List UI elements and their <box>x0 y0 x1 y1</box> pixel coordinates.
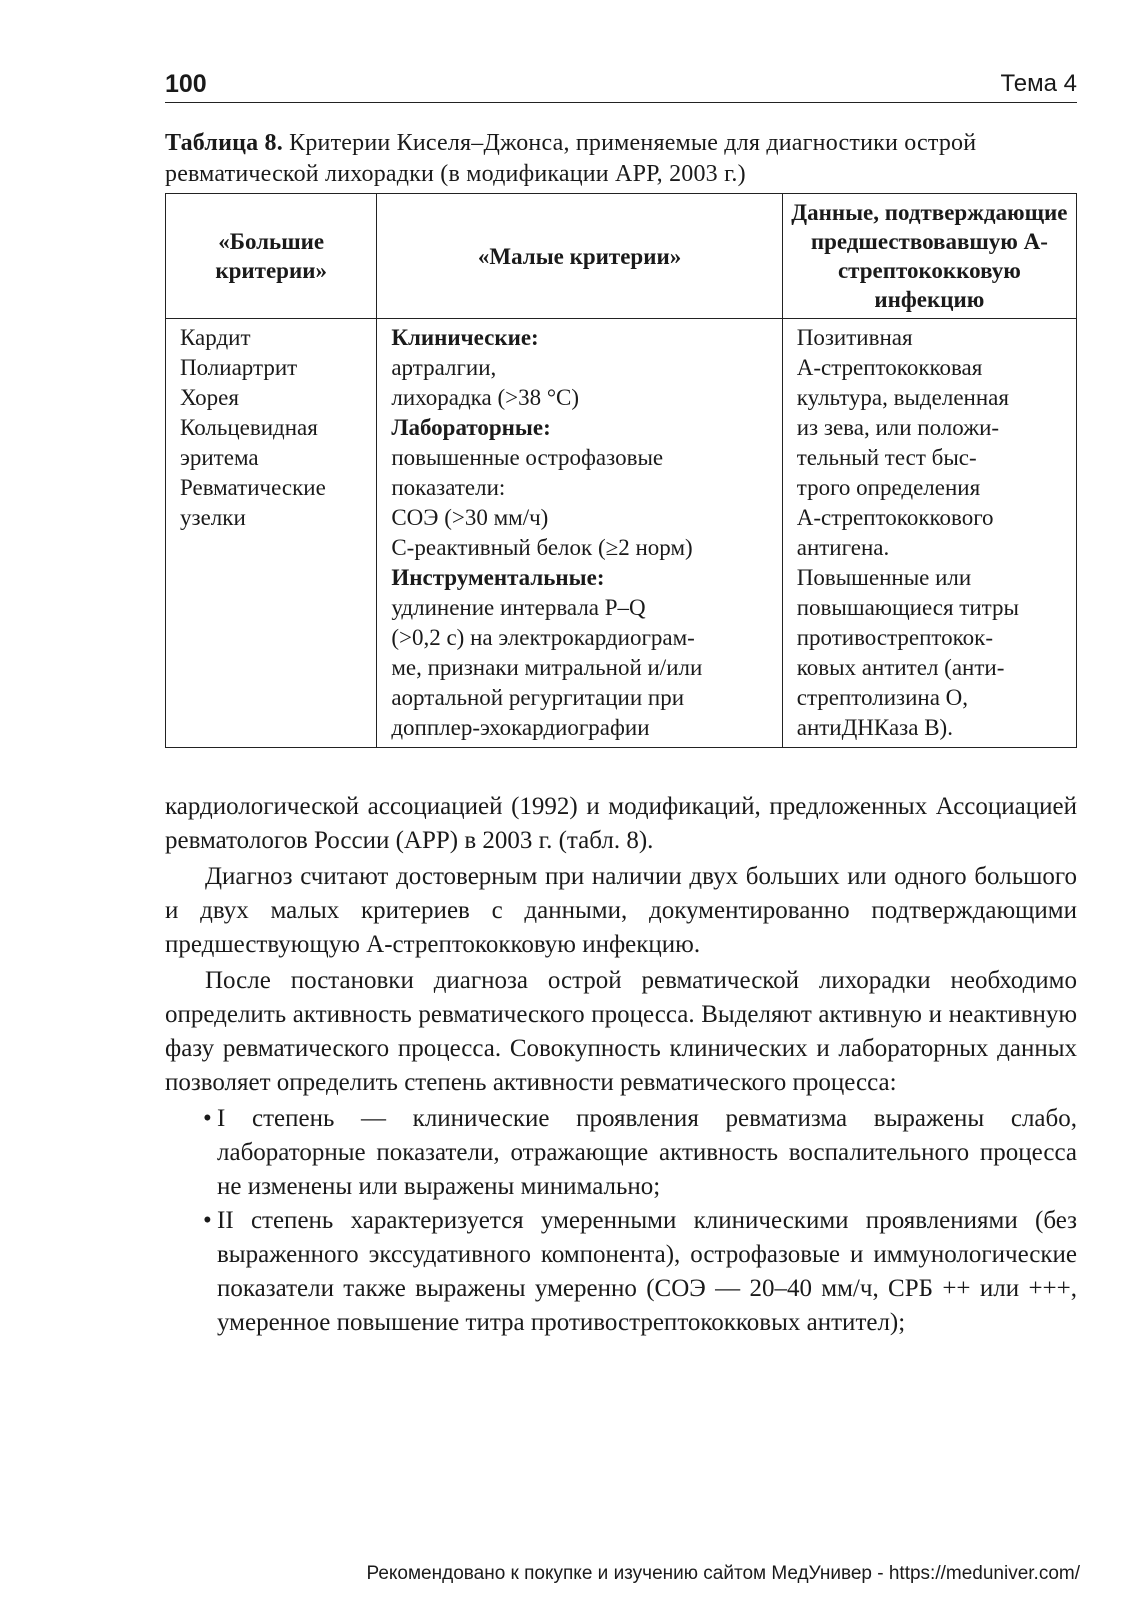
major-item: узелки <box>180 505 246 530</box>
minor-criteria-cell <box>377 319 782 748</box>
minor-item: артралгии, <box>391 355 497 380</box>
major-item: Полиартрит <box>180 355 298 380</box>
major-item: эритема <box>180 445 259 470</box>
evidence-line: трого определения <box>796 475 981 500</box>
evidence-line: ковых антител (анти- <box>796 655 1005 680</box>
minor-item: ме, признаки митральной и/или <box>391 655 703 680</box>
minor-item: (>0,2 с) на электрокардиограм- <box>391 625 695 650</box>
minor-lab-heading: Лабораторные: <box>391 415 551 440</box>
list-item <box>205 1102 1077 1204</box>
major-item: Кардит <box>180 325 251 350</box>
page-number: 100 <box>165 70 207 98</box>
evidence-line: антиДНКаза В). <box>796 715 953 740</box>
minor-item: допплер-эхокардиографии <box>391 715 650 740</box>
footer-note: Рекомендовано к покупке и изучению сайтом МедУнивер - https://meduniver.com/ <box>366 1563 1080 1584</box>
chapter-title: Тема 4 <box>1000 70 1077 97</box>
minor-item: аортальной регургитации при <box>391 685 685 710</box>
bullet-icon: • <box>203 1207 212 1234</box>
evidence-line: стрептолизина О, <box>796 685 969 710</box>
evidence-line: повышающиеся титры <box>796 595 1019 620</box>
minor-item: удлинение интервала P–Q <box>391 595 646 620</box>
table-caption-label: Таблица 8. <box>165 130 283 156</box>
header-evidence: Данные, подтверждающие предшествовавшую А-стрептококковую инфекцию <box>782 194 1076 319</box>
bullet-list <box>165 1102 1077 1340</box>
minor-item: СОЭ (>30 мм/ч) <box>391 505 549 530</box>
minor-item: повышенные острофазовые <box>391 445 664 470</box>
major-item: Ревматические <box>180 475 326 500</box>
header-minor-criteria: «Малые критерии» <box>377 194 782 319</box>
evidence-line: антигена. <box>796 535 890 560</box>
evidence-line: культура, выделенная <box>796 385 1009 410</box>
minor-item: С-реактивный белок (≥2 норм) <box>391 535 693 560</box>
evidence-line: противострептокок- <box>796 625 994 650</box>
body-text <box>165 790 1077 1340</box>
major-criteria-cell <box>166 319 377 748</box>
evidence-line: Позитивная <box>796 325 913 350</box>
evidence-line: Повышенные или <box>796 565 972 590</box>
evidence-line: из зева, или положи- <box>796 415 1000 440</box>
major-item: Кольцевидная <box>180 415 318 440</box>
list-item-text: II степень характеризуется умеренными клиническими проявлениями (без выраженного экссудативного компонента), острофазовые и иммунологические показатели также выражены умеренно (СОЭ — 20–40 мм/ч, СРБ ++ или +++, умеренное повышение титра противострептококковых антител); <box>217 1207 1077 1336</box>
header-major-criteria: «Большие критерии» <box>166 194 377 319</box>
table-row <box>166 319 1077 748</box>
list-item <box>205 1204 1077 1340</box>
minor-instrumental-heading: Инструментальные: <box>391 565 605 590</box>
bullet-icon: • <box>203 1105 212 1132</box>
minor-clinical-heading: Клинические: <box>391 325 539 350</box>
minor-item: показатели: <box>391 475 506 500</box>
criteria-table <box>165 193 1077 748</box>
minor-item: лихорадка (>38 °С) <box>391 385 580 410</box>
evidence-line: А-стрептококкового <box>796 505 994 530</box>
paragraph: кардиологической ассоциацией (1992) и модификаций, предложенных Ассоциацией ревматологов России (АРР) в 2003 г. (табл. 8). <box>165 793 1077 854</box>
table-header-row <box>166 194 1077 319</box>
paragraph: Диагноз считают достоверным при наличии двух больших или одного большого и двух малых критериев с данными, документированно подтверждающими предшествующую А-стрептококковую инфекцию. <box>165 863 1077 958</box>
running-head <box>165 66 1077 103</box>
table-caption <box>165 128 1077 190</box>
major-item: Хорея <box>180 385 239 410</box>
paragraph: После постановки диагноза острой ревматической лихорадки необходимо определить активность ревматического процесса. Выделяют активную и неактивную фазу ревматического процесса. Совокупность клинических и лабораторных данных позволяет определить степень активности ревматического процесса: <box>165 967 1077 1096</box>
list-item-text: I степень — клинические проявления ревматизма выражены слабо, лабораторные показатели, отражающие активность воспалительного процесса не изменены или выражены минимально; <box>217 1105 1077 1200</box>
evidence-cell <box>782 319 1076 748</box>
evidence-line: А-стрептококковая <box>796 355 983 380</box>
evidence-line: тельный тест быс- <box>796 445 977 470</box>
table-caption-text: Критерии Киселя–Джонса, применяемые для диагностики острой ревматической лихорадки (в модификации АРР, 2003 г.) <box>165 130 977 187</box>
